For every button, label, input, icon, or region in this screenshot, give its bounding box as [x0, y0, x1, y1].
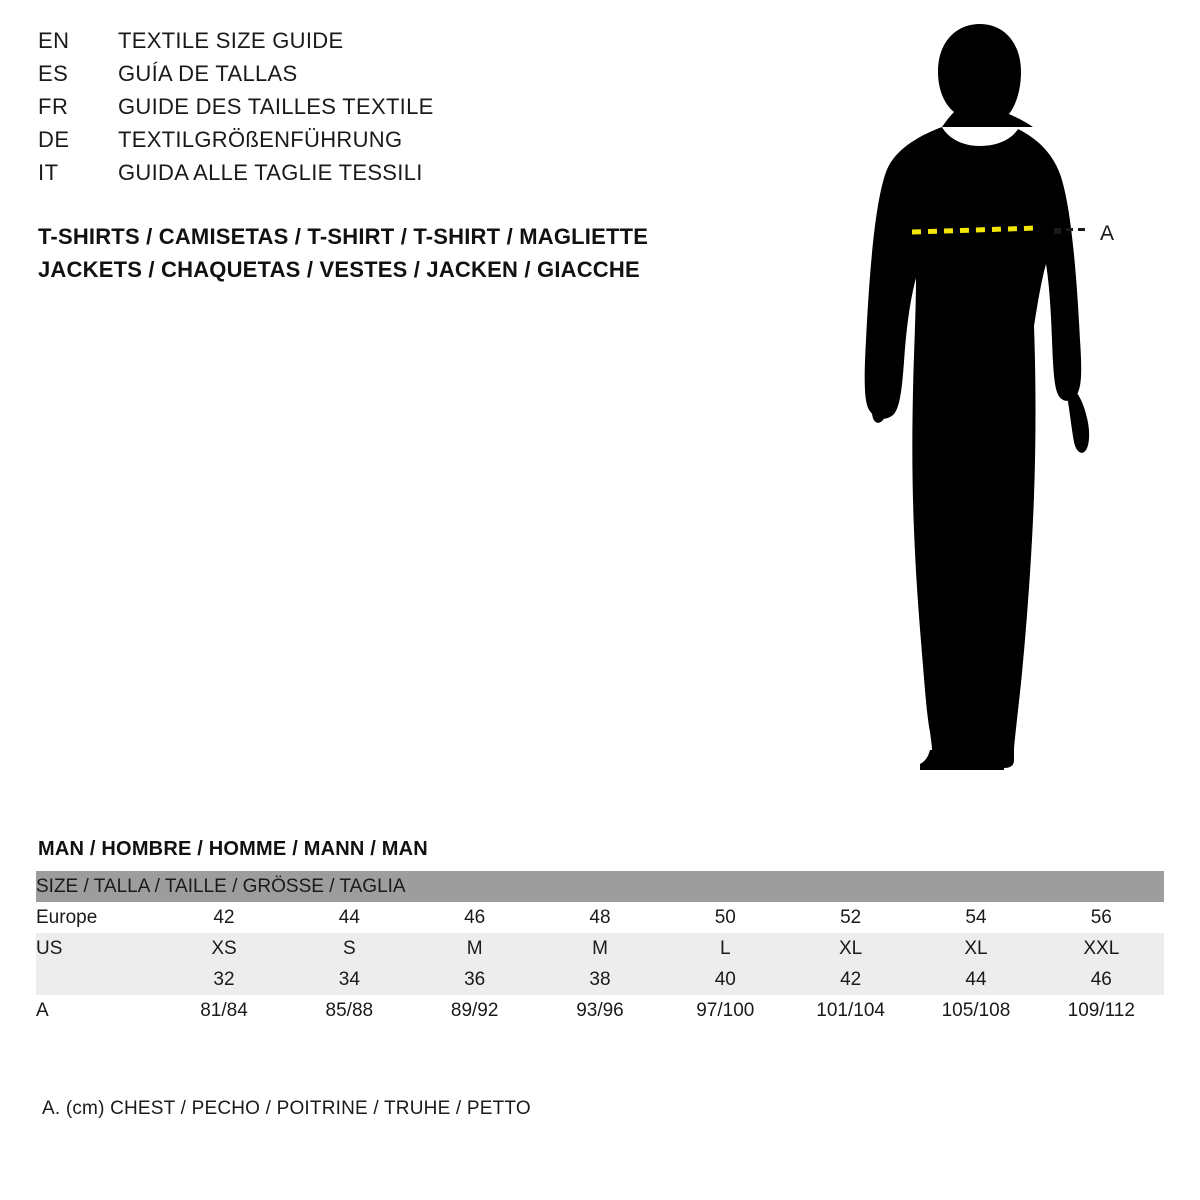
language-text: GUIDA ALLE TAGLIE TESSILI [118, 160, 423, 185]
cell: XXL [1039, 933, 1164, 964]
table-row [36, 995, 1164, 1026]
language-header-block [38, 28, 738, 193]
table-row [36, 964, 1164, 995]
language-code: ES [38, 61, 69, 86]
cell: 54 [913, 902, 1038, 933]
table-header-row [36, 871, 1164, 902]
language-row [38, 160, 738, 193]
size-table-section [0, 838, 1200, 1026]
cell: 97/100 [663, 995, 788, 1026]
cell: 42 [161, 902, 286, 933]
table-row [36, 933, 1164, 964]
language-code: DE [38, 127, 70, 152]
cell: 109/112 [1039, 995, 1164, 1026]
footnote-chest-measure: A. (cm) CHEST / PECHO / POITRINE / TRUHE / PETTO [42, 1098, 531, 1119]
language-code: IT [38, 160, 59, 185]
cell: 44 [913, 964, 1038, 995]
cell: 44 [287, 902, 412, 933]
cell: 40 [663, 964, 788, 995]
cell: M [412, 933, 537, 964]
cell: XL [788, 933, 913, 964]
table-title-man: MAN / HOMBRE / HOMME / MANN / MAN [38, 838, 428, 860]
cell: XL [913, 933, 1038, 964]
cell: 46 [1039, 964, 1164, 995]
cell: 85/88 [287, 995, 412, 1026]
language-text: GUÍA DE TALLAS [118, 61, 298, 86]
cell: 52 [788, 902, 913, 933]
language-row [38, 94, 738, 127]
language-code: FR [38, 94, 69, 119]
cell: 93/96 [537, 995, 662, 1026]
language-text: TEXTILGRÖßENFÜHRUNG [118, 127, 403, 152]
male-silhouette-figure [790, 10, 1190, 800]
measure-label-a: A [1100, 222, 1115, 245]
cell: 89/92 [412, 995, 537, 1026]
row-label-us: US [36, 933, 161, 964]
cell: L [663, 933, 788, 964]
language-row [38, 28, 738, 61]
garment-type-block [38, 220, 648, 286]
row-label-europe: Europe [36, 902, 161, 933]
cell: 81/84 [161, 995, 286, 1026]
garment-line-jackets: JACKETS / CHAQUETAS / VESTES / JACKEN / GIACCHE [38, 257, 640, 282]
table-header-label: SIZE / TALLA / TAILLE / GRÖSSE / TAGLIA [36, 871, 1164, 902]
language-row [38, 127, 738, 160]
language-text: TEXTILE SIZE GUIDE [118, 28, 344, 53]
table-row [36, 902, 1164, 933]
size-table [36, 871, 1164, 1026]
cell: 38 [537, 964, 662, 995]
row-label-blank [36, 964, 161, 995]
cell: 56 [1039, 902, 1164, 933]
cell: S [287, 933, 412, 964]
cell: 32 [161, 964, 286, 995]
cell: 46 [412, 902, 537, 933]
measure-leader-dashes [1054, 228, 1094, 231]
cell: M [537, 933, 662, 964]
garment-line-tshirts: T-SHIRTS / CAMISETAS / T-SHIRT / T-SHIRT / MAGLIETTE [38, 224, 649, 249]
cell: XS [161, 933, 286, 964]
language-text: GUIDE DES TAILLES TEXTILE [118, 94, 434, 119]
row-label-a: A [36, 995, 161, 1026]
language-code: EN [38, 28, 70, 53]
cell: 42 [788, 964, 913, 995]
cell: 101/104 [788, 995, 913, 1026]
cell: 36 [412, 964, 537, 995]
cell: 34 [287, 964, 412, 995]
cell: 48 [537, 902, 662, 933]
cell: 105/108 [913, 995, 1038, 1026]
language-row [38, 61, 738, 94]
cell: 50 [663, 902, 788, 933]
silhouette-svg [790, 10, 1190, 800]
